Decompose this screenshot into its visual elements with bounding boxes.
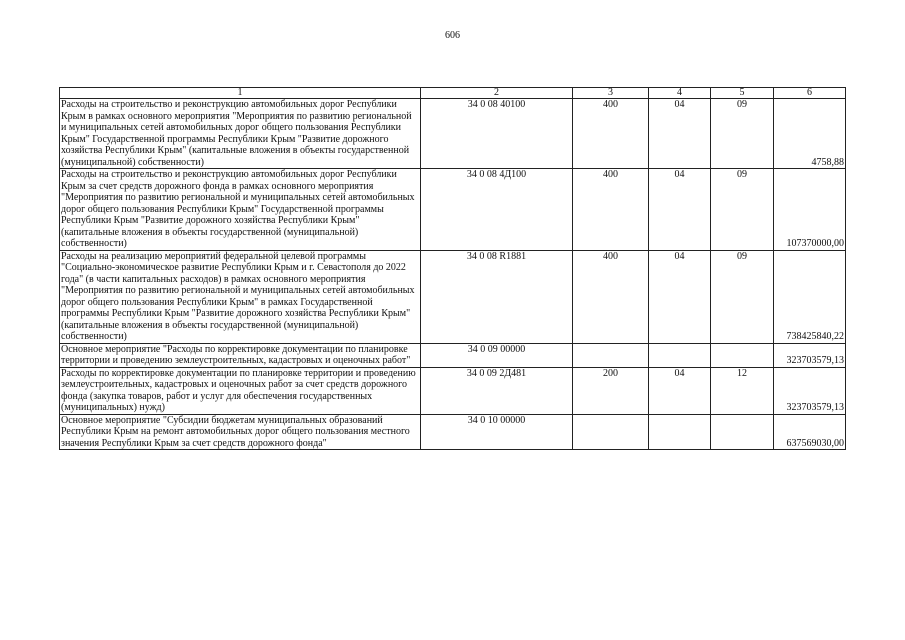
column-header-section: 4: [649, 88, 711, 99]
row-expense-type: [573, 414, 649, 450]
row-expense-type: 200: [573, 367, 649, 414]
row-expense-type: [573, 343, 649, 367]
row-target-code: 34 0 09 00000: [421, 343, 573, 367]
row-section: [649, 343, 711, 367]
column-header-code: 2: [421, 88, 573, 99]
table-row: [60, 169, 846, 251]
row-name: Расходы на строительство и реконструкцию автомобильных дорог Республики Крым в рамках основного мероприятия "Мероприятия по развитию региональной и муниципальных сетей автомобильных дорог общего пользования Республики Крым" Государственной программы Республики Крым "Развитие дорожного хозяйства Республики Крым" (капитальные вложения в объекты государственной (муниципальной) собственности): [60, 99, 421, 169]
row-expense-type: 400: [573, 250, 649, 343]
row-sum: 4758,88: [774, 99, 846, 169]
row-subsection: [711, 343, 774, 367]
row-subsection: 09: [711, 99, 774, 169]
row-section: 04: [649, 99, 711, 169]
row-name: Основное мероприятие "Субсидии бюджетам муниципальных образований Республики Крым на ремонт автомобильных дорог общего пользования местного значения Республики Крым за счет средств дорожного фонда": [60, 414, 421, 450]
row-expense-type: 400: [573, 99, 649, 169]
row-section: [649, 414, 711, 450]
budget-table: [59, 87, 846, 450]
row-target-code: 34 0 08 4Д100: [421, 169, 573, 251]
row-name: Основное мероприятие "Расходы по корректировке документации по планировке территории и проведению землеустроительных, кадастровых и оценочных работ": [60, 343, 421, 367]
row-section: 04: [649, 367, 711, 414]
table-row: [60, 250, 846, 343]
row-subsection: 09: [711, 169, 774, 251]
column-header-sum: 6: [774, 88, 846, 99]
row-sum: 323703579,13: [774, 367, 846, 414]
table-row: [60, 343, 846, 367]
row-expense-type: 400: [573, 169, 649, 251]
row-target-code: 34 0 09 2Д481: [421, 367, 573, 414]
table-row: [60, 367, 846, 414]
row-name: Расходы на реализацию мероприятий федеральной целевой программы "Социально-экономическое развитие Республики Крым и г. Севастополя до 2022 года" (в части капитальных расходов) в рамках основного мероприятия "Мероприятия по развитию региональной и муниципальных сетей автомобильных дорог общего пользования Республики Крым" в рамках Государственной программы Республики Крым "Развитие дорожного хозяйства Республики Крым" (капитальные вложения в объекты государственной (муниципальной) собственности): [60, 250, 421, 343]
table-header-row: [60, 88, 846, 99]
table-row: [60, 414, 846, 450]
row-name: Расходы на строительство и реконструкцию автомобильных дорог Республики Крым за счет средств дорожного фонда в рамках основного мероприятия "Мероприятия по развитию региональной и муниципальных сетей автомобильных дорог общего пользования Республики Крым" Государственной программы Республики Крым "Развитие дорожного хозяйства Республики Крым" (капитальные вложения в объекты государственной (муниципальной) собственности): [60, 169, 421, 251]
row-target-code: 34 0 08 40100: [421, 99, 573, 169]
page-number: 606: [445, 30, 460, 41]
row-target-code: 34 0 10 00000: [421, 414, 573, 450]
row-subsection: [711, 414, 774, 450]
row-sum: 107370000,00: [774, 169, 846, 251]
row-sum: 738425840,22: [774, 250, 846, 343]
column-header-subsection: 5: [711, 88, 774, 99]
table-row: [60, 99, 846, 169]
row-name: Расходы по корректировке документации по планировке территории и проведению землеустроительных, кадастровых и оценочных работ за счет средств дорожного фонда (закупка товаров, работ и услуг для обеспечения государственных (муниципальных) нужд): [60, 367, 421, 414]
row-subsection: 09: [711, 250, 774, 343]
row-subsection: 12: [711, 367, 774, 414]
row-section: 04: [649, 250, 711, 343]
row-sum: 637569030,00: [774, 414, 846, 450]
column-header-name: 1: [60, 88, 421, 99]
row-target-code: 34 0 08 R1881: [421, 250, 573, 343]
column-header-kvr: 3: [573, 88, 649, 99]
row-section: 04: [649, 169, 711, 251]
row-sum: 323703579,13: [774, 343, 846, 367]
